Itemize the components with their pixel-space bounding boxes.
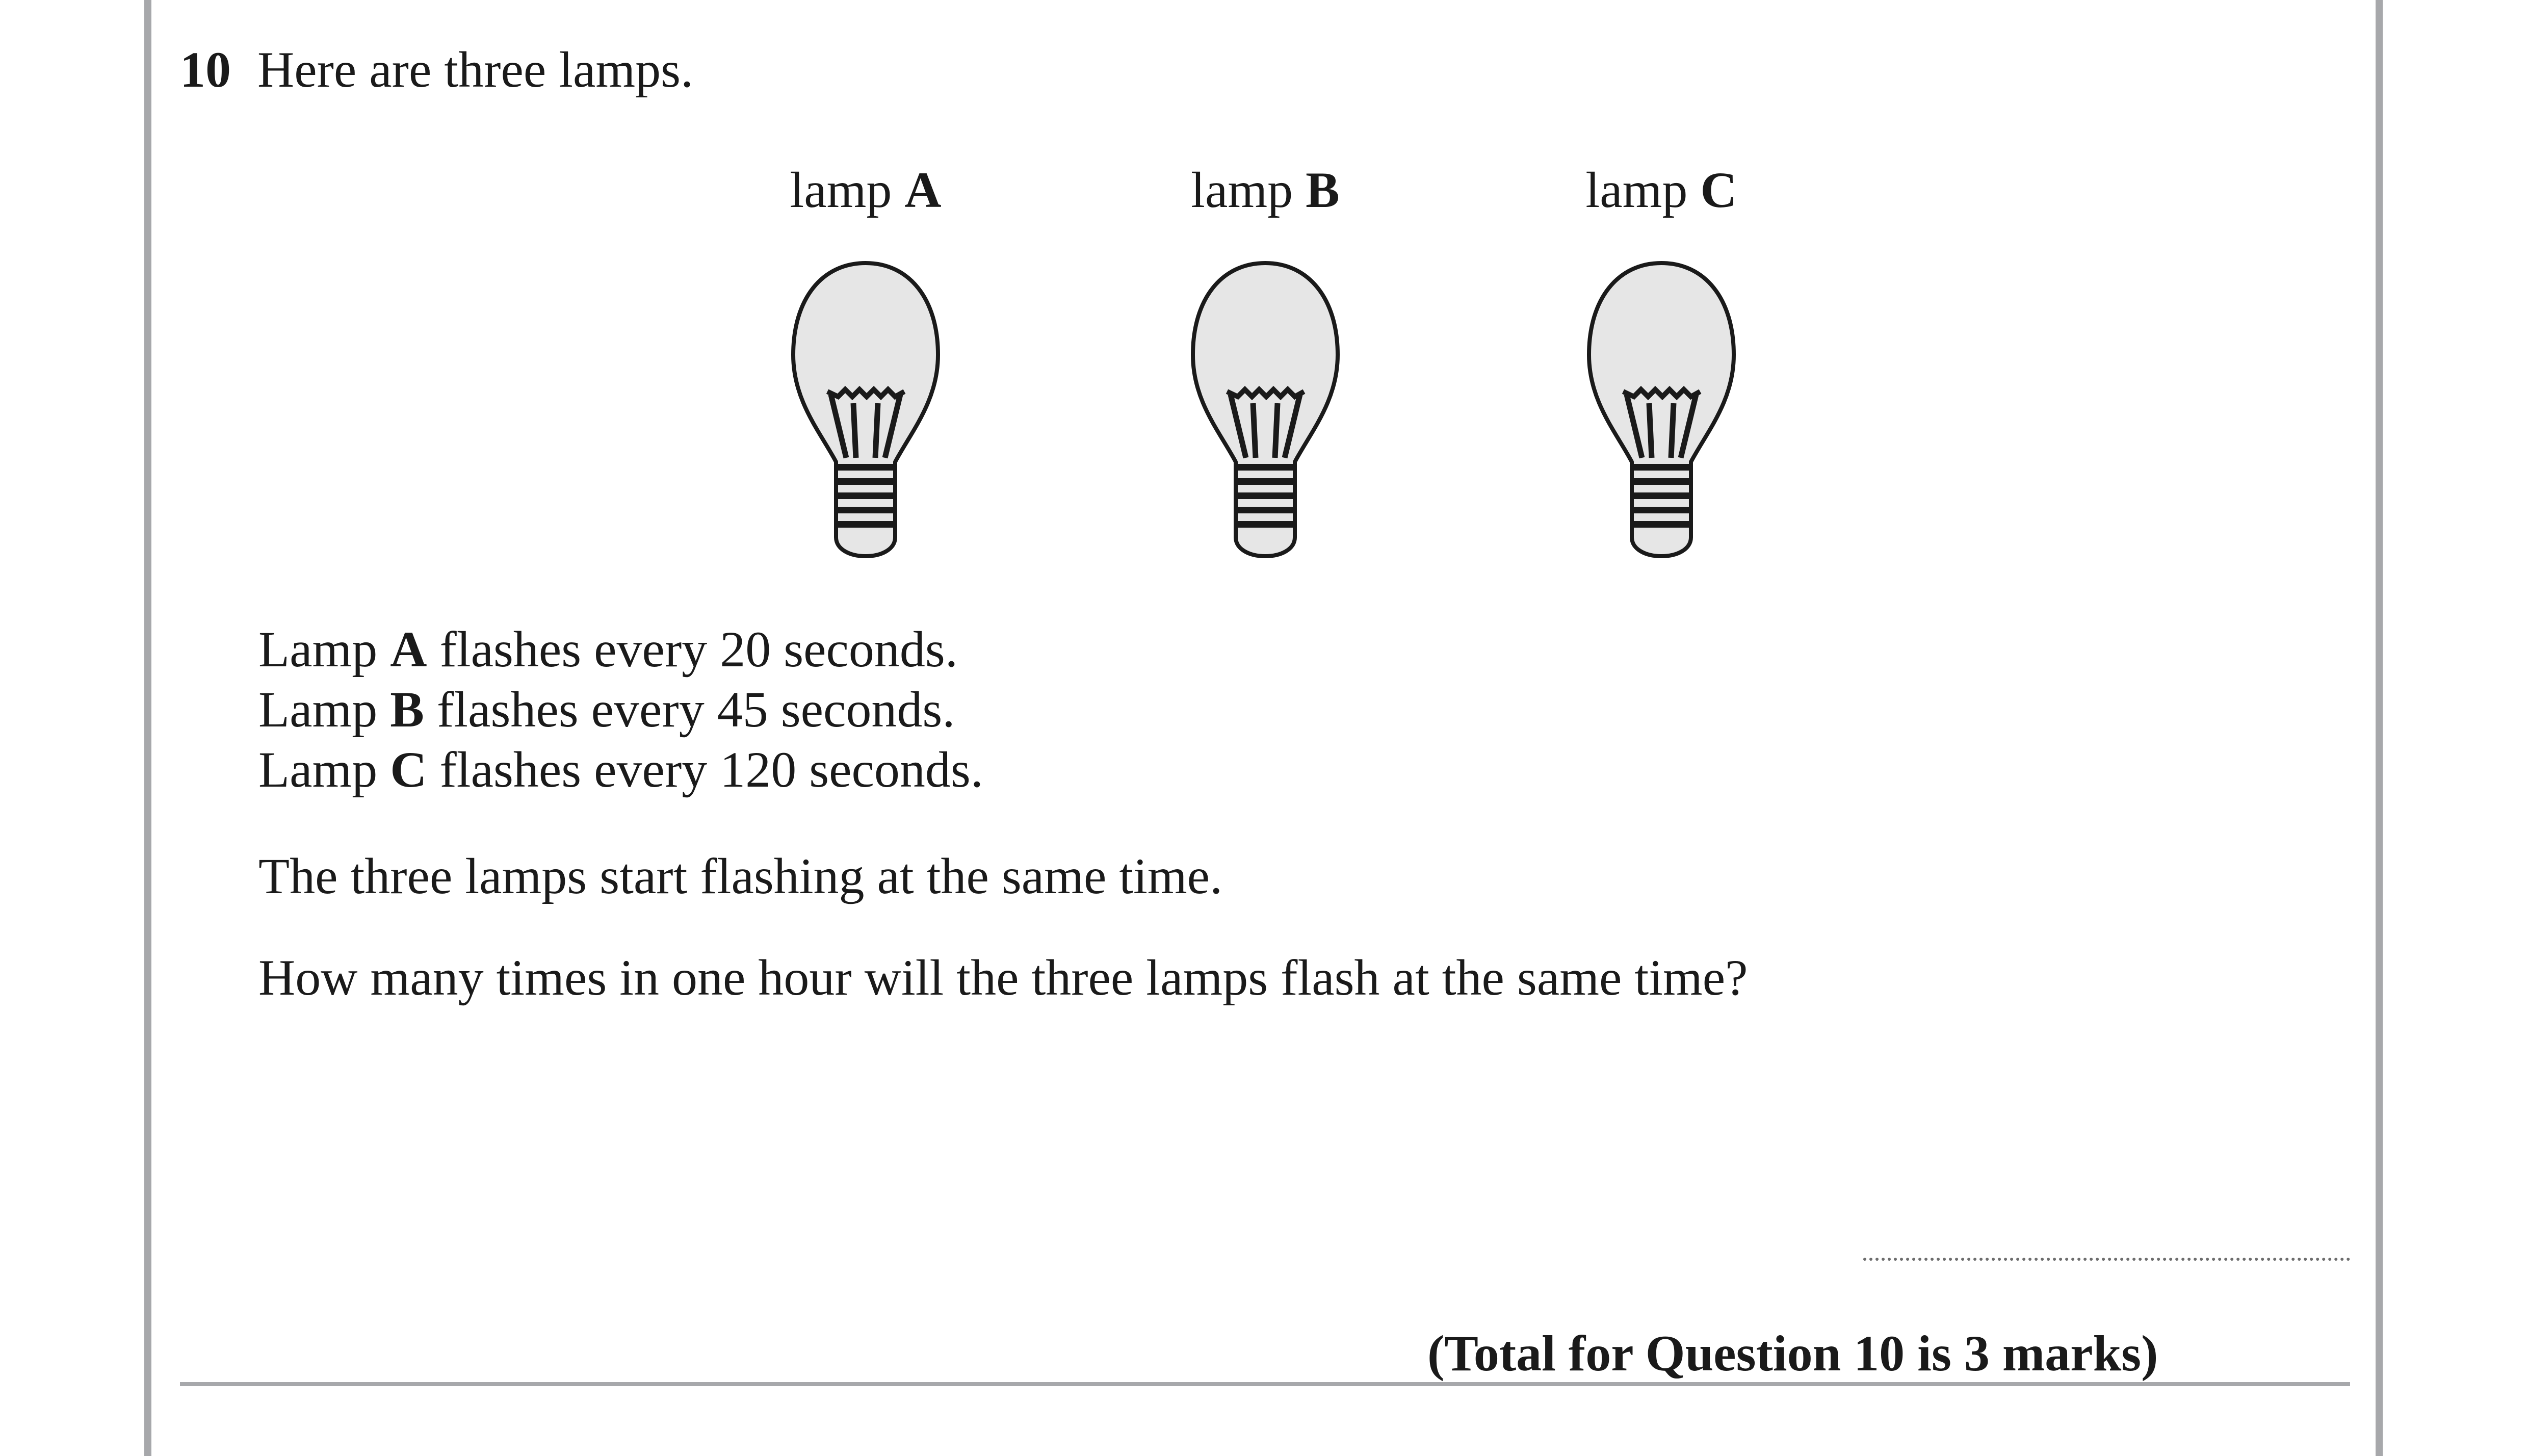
lamp-a-figure (759, 157, 973, 559)
lamp-facts (258, 619, 983, 800)
lamp-c-figure (1554, 157, 1768, 559)
fact-letter: B (390, 681, 424, 738)
fact-letter: A (390, 621, 427, 678)
fact-prefix: Lamp (258, 681, 378, 738)
page-border-right (2376, 0, 2383, 1456)
lamp-c-letter: C (1700, 162, 1737, 218)
fact-prefix: Lamp (258, 621, 378, 678)
fact-line (258, 680, 983, 740)
light-bulb-icon (1189, 258, 1342, 559)
lamp-a-prefix: lamp (790, 162, 892, 218)
page-border-left (144, 0, 151, 1456)
answer-line[interactable] (1863, 1258, 2350, 1261)
fact-suffix: flashes every 120 seconds. (439, 741, 983, 798)
fact-suffix: flashes every 20 seconds. (439, 621, 958, 678)
lamp-b-figure (1158, 157, 1372, 559)
fact-line (258, 740, 983, 800)
statement-text: The three lamps start flashing at the same time. (258, 848, 1223, 904)
question-prompt: How many times in one hour will the three lamps flash at the same time? (258, 949, 1748, 1006)
question-number: 10 (180, 41, 231, 98)
lamp-b-label (1158, 157, 1372, 223)
total-marks: (Total for Question 10 is 3 marks) (1427, 1325, 2158, 1382)
fact-line (258, 619, 983, 680)
lamp-b-prefix: lamp (1191, 162, 1293, 218)
fact-prefix: Lamp (258, 741, 378, 798)
lamp-a-label (759, 157, 973, 223)
fact-letter: C (390, 741, 427, 798)
question-intro: Here are three lamps. (257, 41, 694, 98)
lamp-c-prefix: lamp (1585, 162, 1688, 218)
lamp-c-label (1554, 157, 1768, 223)
lamp-b-letter: B (1306, 162, 1340, 218)
light-bulb-icon (1585, 258, 1738, 559)
lamp-a-letter: A (904, 162, 942, 218)
question-divider (180, 1382, 2350, 1386)
fact-suffix: flashes every 45 seconds. (436, 681, 955, 738)
light-bulb-icon (789, 258, 942, 559)
